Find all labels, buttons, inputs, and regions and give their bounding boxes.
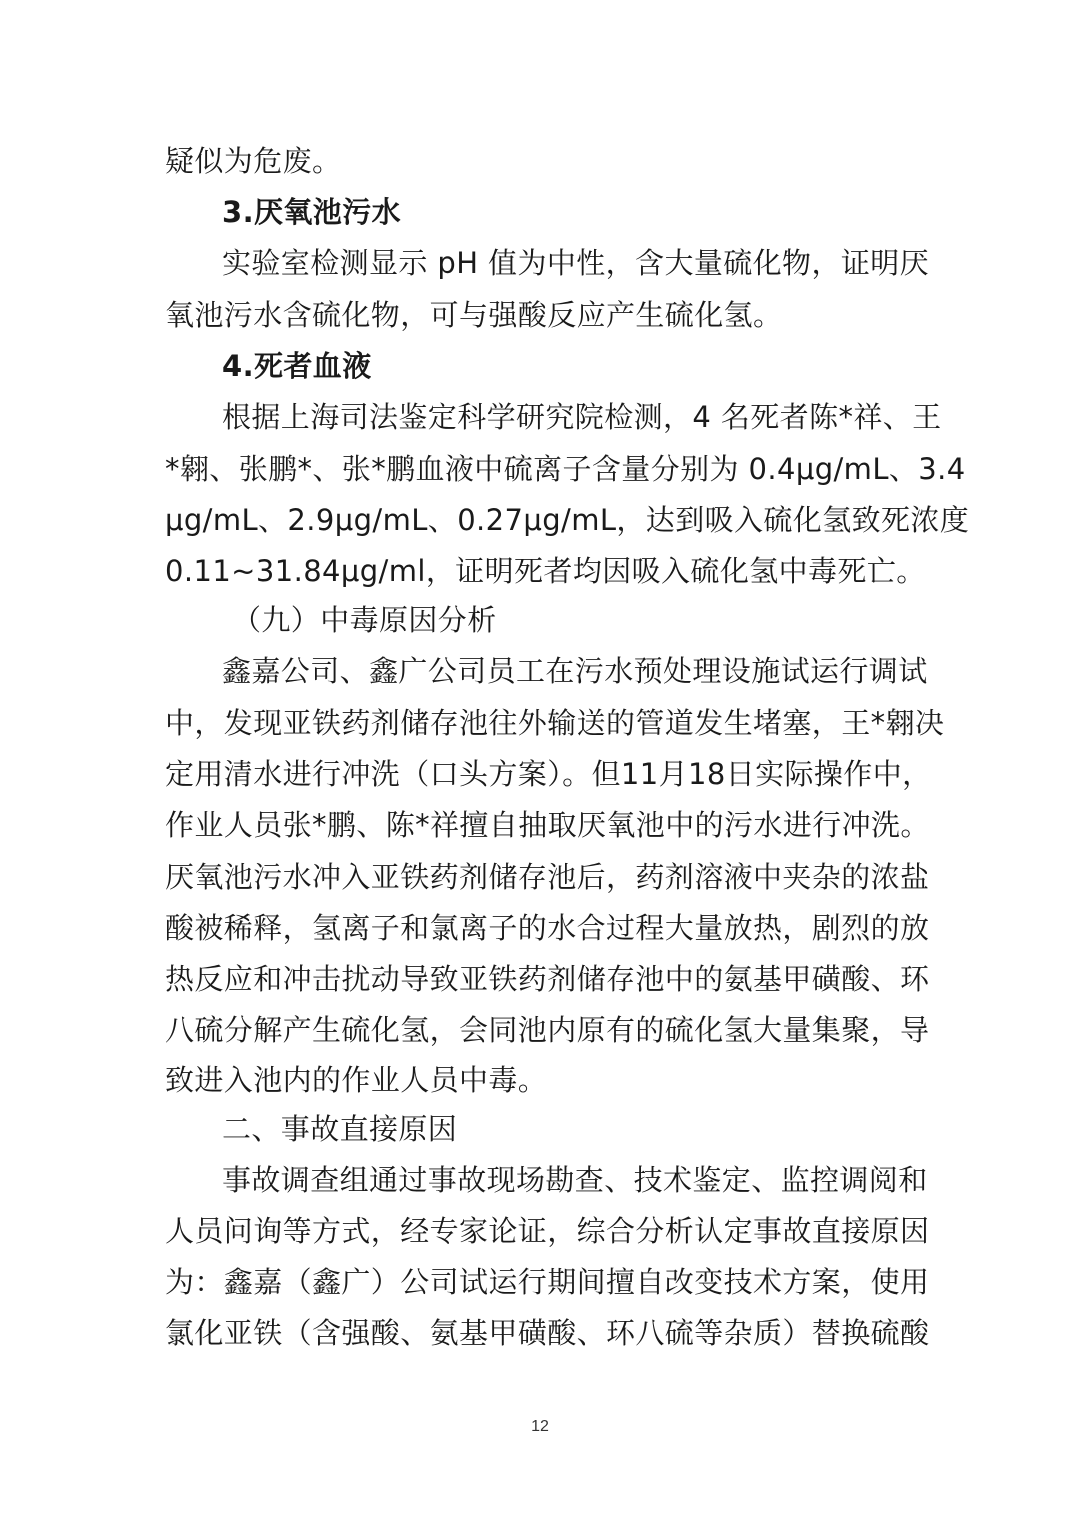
text-line: 实验室检测显示 pH 值为中性，含大量硫化物，证明厌 — [222, 246, 930, 280]
text-line: 作业人员张*鹏、陈*祥擅自抽取厌氧池中的污水进行冲洗。 — [165, 808, 930, 842]
text-line: 为：鑫嘉（鑫广）公司试运行期间擅自改变技术方案，使用 — [165, 1265, 930, 1299]
section-heading: 二、事故直接原因 — [222, 1112, 458, 1146]
text-line: 热反应和冲击扰动导致亚铁药剂储存池中的氨基甲磺酸、环 — [165, 962, 930, 996]
text-line: 致进入池内的作业人员中毒。 — [165, 1063, 548, 1097]
text-line: 人员问询等方式，经专家论证，综合分析认定事故直接原因 — [165, 1214, 930, 1248]
text-line: 中，发现亚铁药剂储存池往外输送的管道发生堵塞，王*翱决 — [165, 706, 945, 740]
text-line: *翱、张鹏*、张*鹏血液中硫离子含量分别为 0.4μg/mL、3.4 — [165, 452, 966, 486]
section-heading: 3.厌氧池污水 — [222, 195, 401, 229]
text-line: 氯化亚铁（含强酸、氨基甲磺酸、环八硫等杂质）替换硫酸 — [165, 1316, 930, 1350]
text-line: 氧池污水含硫化物，可与强酸反应产生硫化氢。 — [165, 298, 783, 332]
text-line: 疑似为危废。 — [165, 144, 342, 178]
subsection-heading: （九）中毒原因分析 — [232, 603, 497, 637]
text-line: 事故调查组通过事故现场勘查、技术鉴定、监控调阅和 — [222, 1163, 928, 1197]
text-line: 八硫分解产生硫化氢，会同池内原有的硫化氢大量集聚，导 — [165, 1013, 930, 1047]
page-number: 12 — [531, 1418, 549, 1435]
text-line: 鑫嘉公司、鑫广公司员工在污水预处理设施试运行调试 — [222, 654, 928, 688]
text-line: 酸被稀释，氢离子和氯离子的水合过程大量放热，剧烈的放 — [165, 911, 930, 945]
text-line: 根据上海司法鉴定科学研究院检测，4 名死者陈*祥、王 — [222, 400, 942, 434]
section-heading: 4.死者血液 — [222, 349, 372, 383]
text-line: 厌氧池污水冲入亚铁药剂储存池后，药剂溶液中夹杂的浓盐 — [165, 860, 930, 894]
text-line: μg/mL、2.9μg/mL、0.27μg/mL，达到吸入硫化氢致死浓度 — [165, 503, 970, 537]
text-line: 定用清水进行冲洗（口头方案）。但11月18日实际操作中， — [165, 757, 932, 791]
text-line: 0.11~31.84μg/ml，证明死者均因吸入硫化氢中毒死亡。 — [165, 554, 926, 588]
